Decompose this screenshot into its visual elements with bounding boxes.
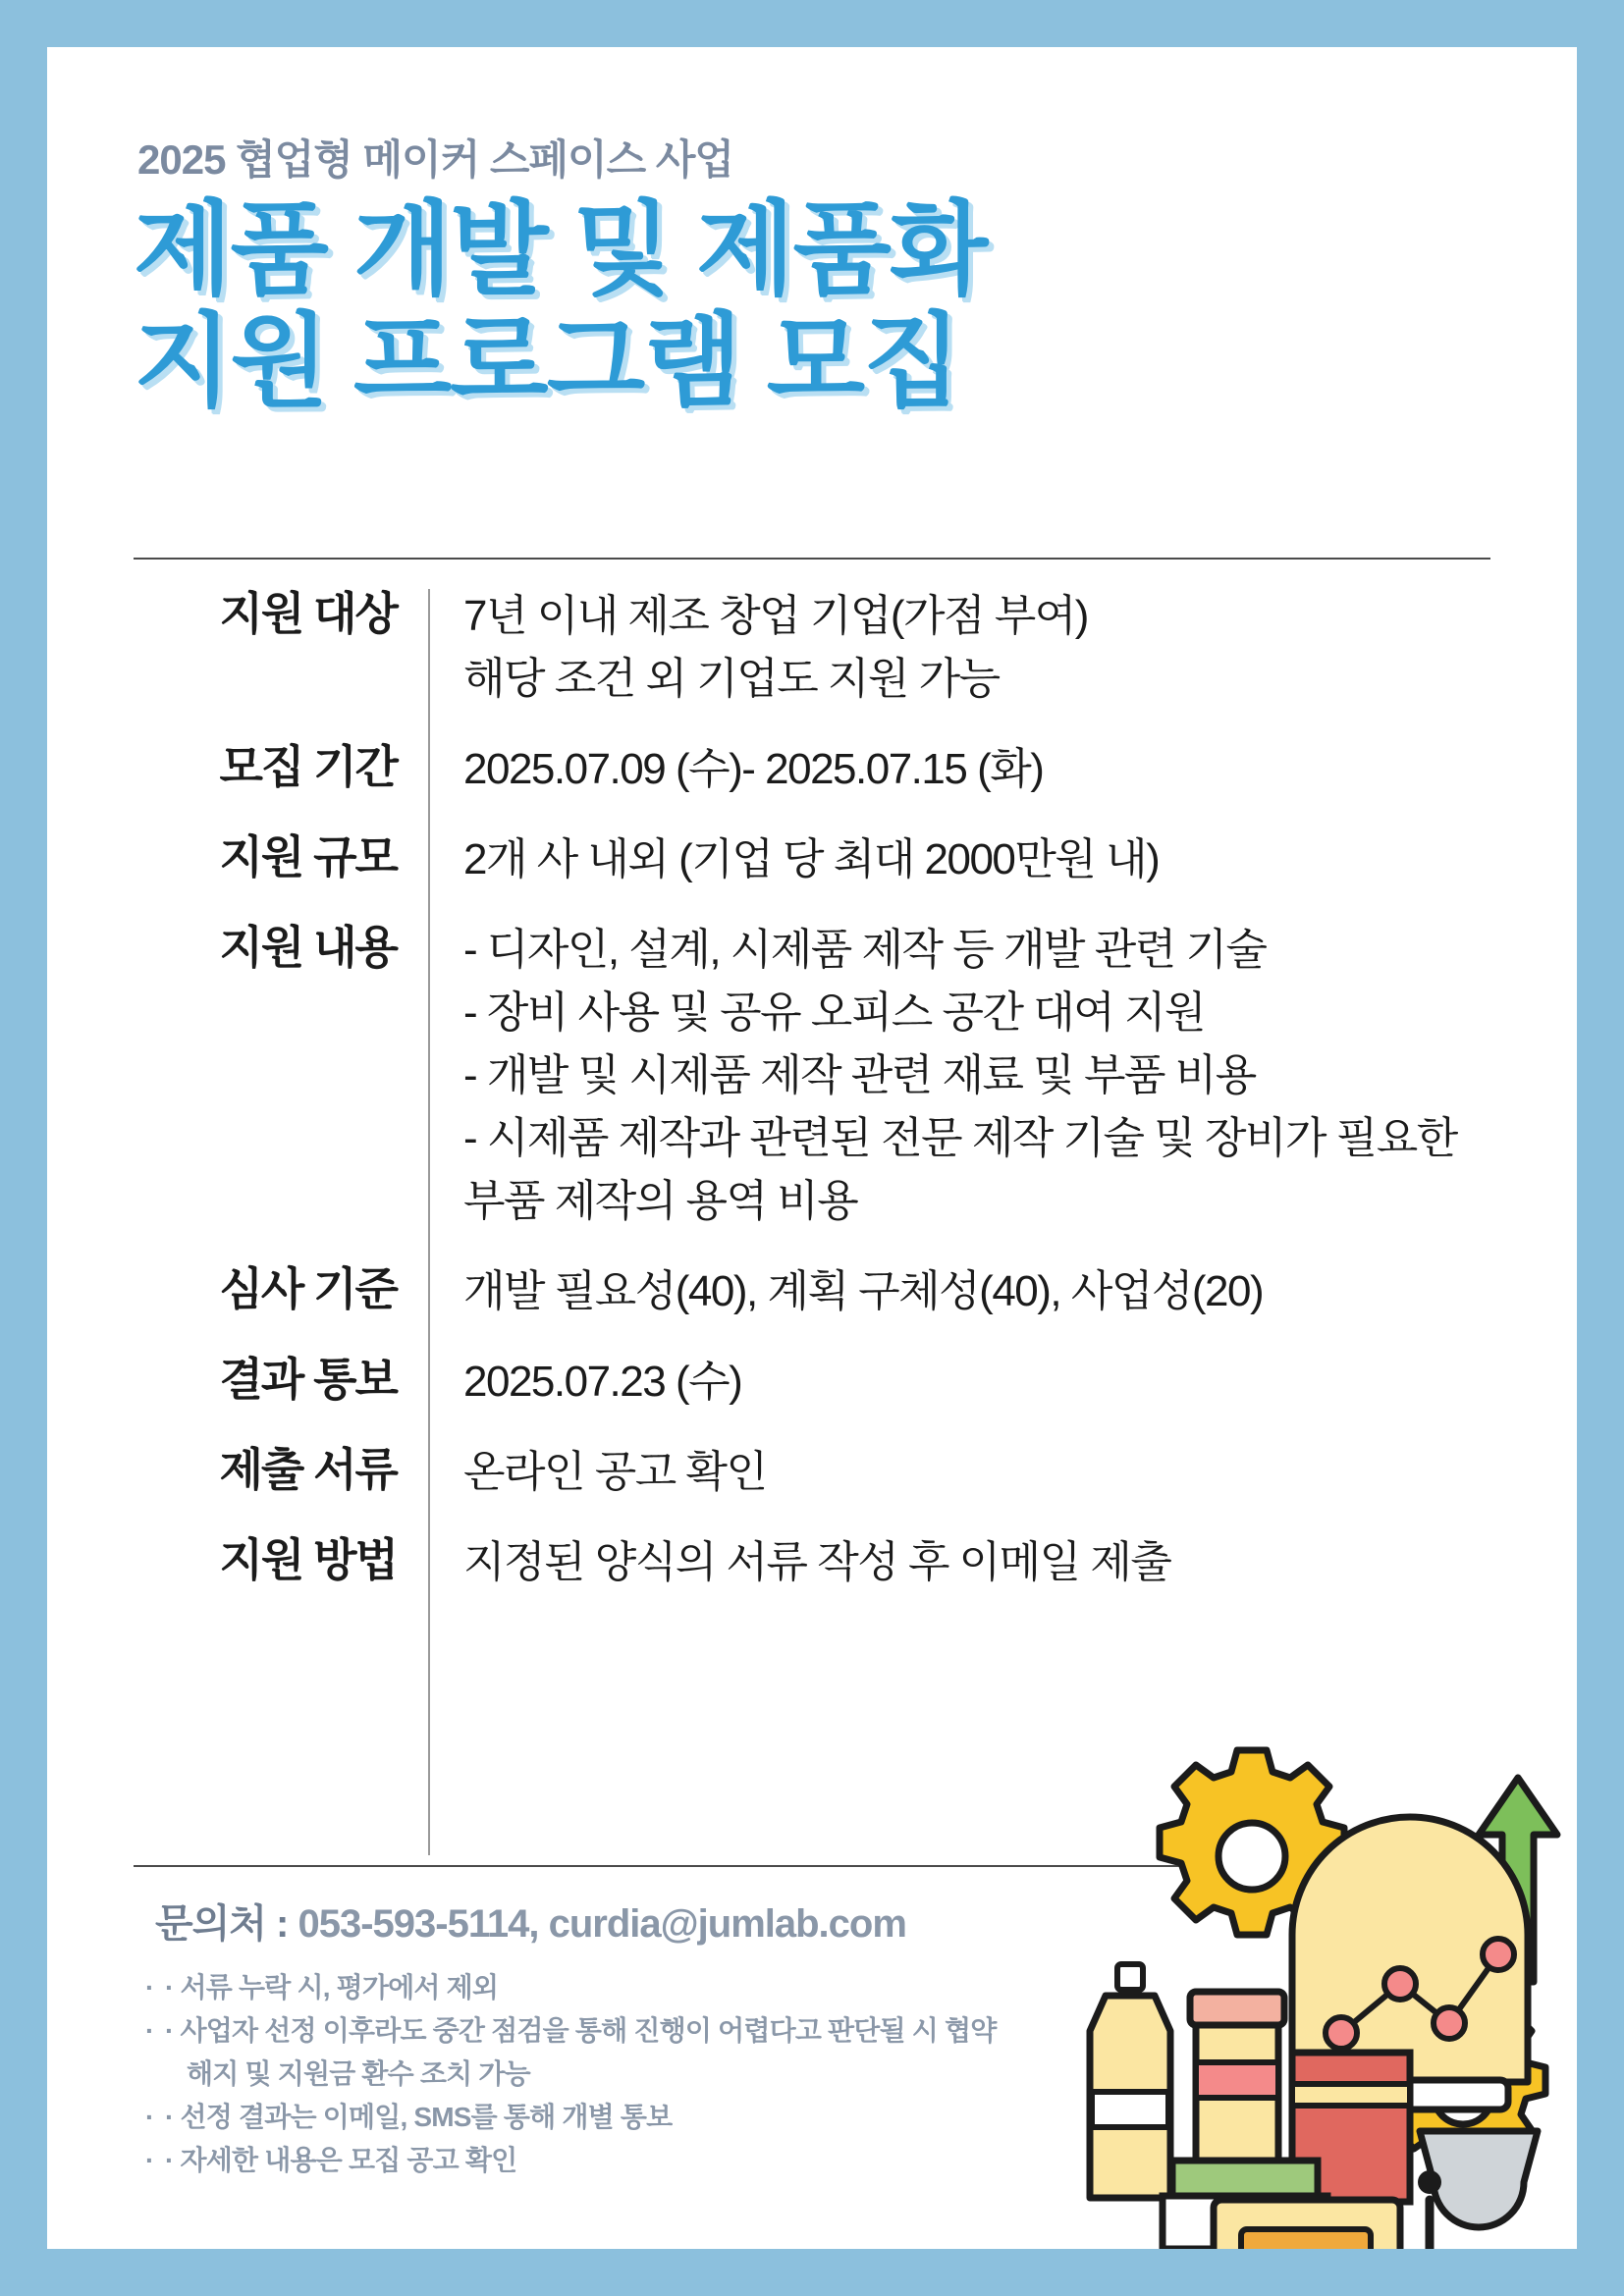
row-value (428, 1531, 1490, 1594)
page-title-line-2: 지원 프로그램 모집 (134, 305, 960, 419)
tool-handle-icon (1418, 2170, 1441, 2249)
row-value (428, 1441, 1490, 1504)
poster-card (47, 47, 1577, 2249)
footnote-item: · · 자세한 내용은 모집 공고 확인 (143, 2139, 1125, 2182)
poster-eyebrow: 2025 협업형 메이커 스페이스 사업 (137, 136, 733, 183)
table-row (134, 738, 1490, 801)
row-value-line: - 디자인, 설계, 시제품 제작 등 개발 관련 기술 (463, 926, 1267, 974)
page-title (134, 194, 1508, 418)
footnote-item-continued: 해지 및 지원금 환수 조치 가능 (187, 2058, 530, 2089)
gear-icon (1381, 1999, 1545, 2163)
row-value-line: 해당 조건 외 기업도 지원 가능 (463, 655, 1000, 703)
table-row (134, 1351, 1490, 1414)
row-label: 심사 기준 (219, 1263, 397, 1314)
table-row (134, 585, 1490, 711)
row-value (428, 1260, 1490, 1323)
table-row (134, 919, 1490, 1233)
row-label: 지원 대상 (219, 588, 397, 639)
supply-box-icon (1163, 2161, 1327, 2249)
table-row (134, 1260, 1490, 1323)
row-value-line: 7년 이내 제조 창업 기업(가점 부여) (463, 592, 1088, 640)
contact-value: 053-593-5114, curdia@jumlab.com (298, 1902, 906, 1946)
row-label: 결과 통보 (219, 1354, 397, 1405)
row-label: 모집 기간 (219, 741, 397, 792)
contact-label: 문의처 : (155, 1902, 289, 1946)
page-title-line-1: 제품 개발 및 제품화 (134, 193, 987, 307)
row-value-line: 지정된 양식의 서류 작성 후 이메일 제출 (463, 1538, 1171, 1586)
table-row (134, 828, 1490, 891)
divider-bottom (134, 1865, 1490, 1867)
idea-network-icon (1292, 1817, 1528, 2109)
row-value-line: 온라인 공고 확인 (463, 1448, 767, 1496)
footnote-item: · · 선정 결과는 이메일, SMS를 통해 개별 통보 (143, 2096, 1125, 2139)
row-label: 지원 내용 (219, 922, 397, 973)
row-value-line: 2025.07.09 (수)- 2025.07.15 (화) (463, 745, 1044, 793)
row-value (428, 919, 1490, 1233)
row-value (428, 1351, 1490, 1414)
footnote-item: · · 서류 누락 시, 평가에서 제외 (143, 1966, 1125, 2009)
row-value (428, 585, 1490, 711)
row-value (428, 828, 1490, 891)
info-table (134, 585, 1490, 1622)
container-icon (1190, 1992, 1284, 2202)
paint-box-icon (1214, 2200, 1400, 2249)
footnote-item: · · 사업자 선정 이후라도 중간 점검을 통해 진행이 어렵다고 판단될 시 협약 (143, 2009, 1125, 2053)
divider-top (134, 558, 1490, 560)
row-value-line: - 장비 사용 및 공유 오피스 공간 대여 지원 (463, 988, 1206, 1037)
row-value-line: 2025.07.23 (수) (463, 1358, 742, 1406)
growth-arrow-icon (1479, 1778, 1557, 1982)
row-value-line: 개발 필요성(40), 계획 구체성(40), 사업성(20) (463, 1267, 1264, 1315)
row-label: 지원 규모 (219, 831, 397, 882)
row-value-line: - 개발 및 시제품 제작 관련 재료 및 부품 비용 (463, 1051, 1256, 1099)
gear-icon (1160, 1750, 1344, 1935)
row-value-line: 2개 사 내외 (기업 당 최대 2000만원 내) (463, 835, 1160, 883)
table-row (134, 1441, 1490, 1504)
row-value (428, 738, 1490, 801)
bowl-icon (1420, 2131, 1538, 2227)
row-value-line: - 시제품 제작과 관련된 전문 제작 기술 및 장비가 필요한 부품 제작의 용역 비용 (463, 1114, 1457, 1225)
row-label: 지원 방법 (219, 1534, 397, 1585)
table-row (134, 1531, 1490, 1594)
row-label: 제출 서류 (219, 1444, 397, 1495)
contact-line (155, 1893, 906, 1949)
toolbox-icon (1292, 2053, 1410, 2202)
footnotes (143, 1966, 1125, 2182)
